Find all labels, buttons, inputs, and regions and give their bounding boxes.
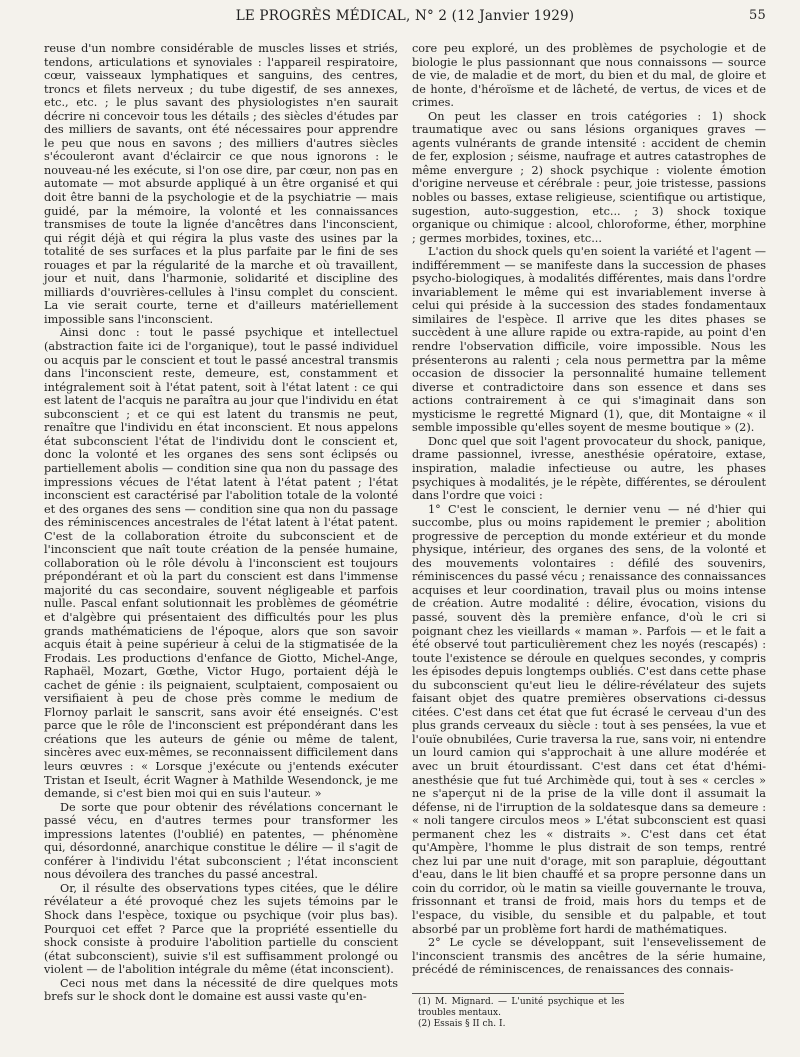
article-body [44, 42, 766, 1030]
footnote: (2) Essais § II ch. I. [418, 1018, 506, 1029]
footnotes [412, 993, 624, 1030]
paragraph: De sorte que pour obtenir des révélations concernant le passé vécu, en d'autres termes pour transformer les impressions latentes (l'oublié) en patentes, — phénomène qui, désordonné, anarchique constitue le délire — il s'agit de conférer à l'individu l'état subconscient ; l'état inconscient nous dévoilera des tranches du passé ancestral. [44, 800, 398, 882]
paragraph: reuse d'un nombre considérable de muscles lisses et striés, tendons, articulations et synoviales : l'appareil respiratoire, cœur, vaisseaux lymphatiques et sanguins, des centres, troncs et filets nerveux ; du tube digestif, de ses annexes, etc., etc. ; le plus savant des physiologistes n'en saurait décrire ni concevoir tous les détails ; des siècles d'études par des milliers de savants, ont été nécessaires pour apprendre le peu que nous en savons ; des milliers d'autres siècles s'écouleront avant d'éclaircir ce que nous ignorons : le nouveau-né les exécute, si l'on ose dire, par cœur, non pas en automate — mot absurde appliqué à un être organisé et qui doit être banni de la psychologie et de la psychiatrie — mais guidé, par la mémoire, la volonté et les connaissances transmises de toute la lignée d'ancêtres dans l'inconscient, qui régit déjà et qui régira la plus vaste des usines par la totalité de ses surfaces et la plus parfaite par le fini de ses rouages et par la régularité de la marche et où travaillent, jour et nuit, dans l'harmonie, solidarité et discipline des milliards d'ouvrières-cellules à l'insu complet du conscient. La vie serait courte, terne et d'ailleurs matériellement impossible sans l'inconscient. [44, 42, 398, 326]
paragraph: 1° C'est le conscient, le dernier venu — né d'hier qui succombe, plus ou moins rapidement le premier ; abolition progressive de perception du monde extérieur et du monde physique, intérieur, des organes des sens, de la volonté et des mouvements volontaires : défilé des souvenirs, réminiscences du passé vécu ; renaissance des connaissances acquises et leur coordination, travail plus ou moins intense de création. Autre modalité : délire, évocation, visions du passé, souvent dès la première enfance, d'où le cri si poignant chez les vieillards « maman ». Parfois — et le fait a été observé tout particulièrement chez les noyés (rescapés) : toute l'existence se déroule en quelques secondes, y compris les épisodes depuis longtemps oubliés. C'est dans cette phase du subconscient qu'eut lieu le délire-révélateur des sujets faisant objet des quatre premières observations ci-dessus citées. C'est dans cet état que fut écrasé le cerveau d'un des plus grands cerveaux du siècle : tout à ses pensées, la vue et l'ouïe obnubilées, Curie traversa la rue, sans voir, ni entendre un lourd camion qui s'approchait à une allure modérée et avec un bruit étourdissant. C'est dans cet état d'hémi-anesthésie que fut tué Archimède qui, tout à ses « cercles » ne s'aperçut ni de la prise de la ville dont il assumait la défense, ni de l'irruption de la soldatesque dans sa demeure : « noli tangere circulos meos » L'état subconscient est quasi permanent chez les « distraits ». C'est dans cet état qu'Ampère, l'homme le plus distrait de son temps, rentré chez lui par une nuit d'orage, mit son parapluie, dégouttant d'eau, dans le lit bien chauffé et sa propre personne dans un coin du corridor, où le matin sa vieille gouvernante le trouva, frissonnant et transi de froid, mais hors du temps et de l'espace, du visible, du sensible et du palpable, et tout absorbé par un problème fort hardi de mathématiques. [412, 502, 766, 936]
page-number: 55 [749, 8, 766, 23]
paragraph: 2° Le cycle se développant, suit l'ensevelissement de l'inconscient transmis des ancêtres de la série humaine, précédé de réminiscences, de renaissances des connais- [412, 936, 766, 977]
left-column [44, 42, 398, 1030]
footnote: (1) M. Mignard. — L'unité psychique et les troubles mentaux. [418, 996, 625, 1018]
paragraph: On peut les classer en trois catégories : 1) shock traumatique avec ou sans lésions organiques graves — agents vulnérants de grande intensité : accident de chemin de fer, explosion ; séisme, naufrage et autres catastrophes de même envergure ; 2) shock psychique : violente émotion d'origine nerveuse et cérébrale : peur, joie tristesse, passions nobles ou basses, extase religieuse, scientifique ou artistique, sugestion, auto-suggestion, etc... ; 3) shock toxique organique ou chimique : alcool, chloroforme, éther, morphine ; germes morbides, toxines, etc... [412, 109, 766, 245]
paragraph: Or, il résulte des observations types citées, que le délire révélateur a été provoqué chez les sujets témoins par le Shock dans l'espèce, toxique ou psychique (voir plus bas). Pourquoi cet effet ? Parce que la propriété essentielle du shock consiste à produire l'abolition partielle du conscient (état subconscient), suivie s'il est suffisamment prolongé ou violent — de l'abolition intégrale du même (état inconscient). [44, 881, 398, 977]
right-column [412, 42, 766, 1030]
running-header [44, 8, 766, 30]
paragraph: Ainsi donc : tout le passé psychique et intellectuel (abstraction faite ici de l'organique), tout le passé individuel ou acquis par le conscient et tout le passé ancestral transmis dans l'inconscient reste, demeure, est, constamment et intégralement soit à l'état patent, soit à l'état latent : ce qui est latent de l'acquis ne paraîtra au jour que l'individu en état subconscient ; et ce qui est latent du transmis ne peut, renaître que l'individu en état inconscient. Et nous appelons état subconscient l'état de l'individu dont le conscient et, donc la volonté et les organes des sens sont éclipsés ou partiellement abolis — condition sine qua non du passage des impressions vécues de l'état latent à l'état patent ; l'état inconscient est caractérisé par l'abolition totale de la volonté et des organes des sens — condition sine qua non du passage des réminiscences ancestrales de l'état latent à l'état patent. C'est de la collaboration étroite du subconscient et de l'inconscient que naît toute création de la pensée humaine, collaboration où le rôle dévolu à l'inconscient est toujours prépondérant et où la part du conscient est dans l'immense majorité du cas secondaire, souvent négligeable et parfois nulle. Pascal enfant solutionnait les problèmes de géométrie et d'algèbre qui présentaient des difficultés pour les plus grands mathématiciens de l'époque, alors que son savoir acquis était à peine supérieur à celui de la stigmatisée de la Frodais. Les productions d'enfance de Giotto, Michel-Ange, Raphaël, Mozart, Gœthe, Victor Hugo, portaient déjà le cachet de génie : ils peignaient, sculptaient, composaient ou versifiaient à peu de chose près comme le medium de Flornoy parlait le sanscrit, sans avoir été enseignés. C'est parce que le rôle de l'inconscient est prépondérant dans les créations que les auteurs de génie ou même de talent, sincères avec eux-mêmes, se reconnaissent difficilement dans leurs œuvres : « Lorsque j'exécute ou j'entends exécuter Tristan et Iseult, écrit Wagner à Mathilde Wesendonck, je me demande, si c'est bien moi qui en suis l'auteur. » [44, 326, 399, 801]
paragraph: Donc quel que soit l'agent provocateur du shock, panique, drame passionnel, ivresse, anesthésie opératoire, extase, inspiration, maladie infectieuse ou autre, les phases psychiques à modalités, je le répète, différentes, se déroulent dans l'ordre que voici : [412, 434, 766, 503]
journal-title: LE PROGRÈS MÉDICAL, N° 2 (12 Janvier 1929) [235, 8, 575, 24]
paragraph: Ceci nous met dans la nécessité de dire quelques mots brefs sur le shock dont le domaine est aussi vaste qu'en- [44, 976, 398, 1004]
paragraph: L'action du shock quels qu'en soient la variété et l'agent — indifféremment — se manifeste dans la succession de phases psycho-biologiques, à modalités différentes, mais dans l'ordre invariablement le même qui est invariablement inverse à celui qui préside à la succession des stades fondamentaux similaires de l'espèce. Il arrive que les dites phases se succèdent à une allure rapide ou extra-rapide, au point d'en rendre l'observation difficile, voire impossible. Nous les présenterons au ralenti ; cela nous permettra par la même occasion de dissocier la personnalité humaine tellement diverse et contradictoire dans son essence et dans ses actions contrairement à ce qui s'imaginait dans son mysticisme le regretté Mignard (1), que, dit Montaigne « il semble impossible qu'elles soyent de mesme boutique » (2). [412, 245, 766, 435]
paragraph: core peu exploré, un des problèmes de psychologie et de biologie le plus passionnant que nous connaissons — source de vie, de maladie et de mort, du bien et du mal, de gloire et de honte, d'héroïsme et de lâcheté, de vertus, de vices et de crimes. [412, 42, 766, 110]
